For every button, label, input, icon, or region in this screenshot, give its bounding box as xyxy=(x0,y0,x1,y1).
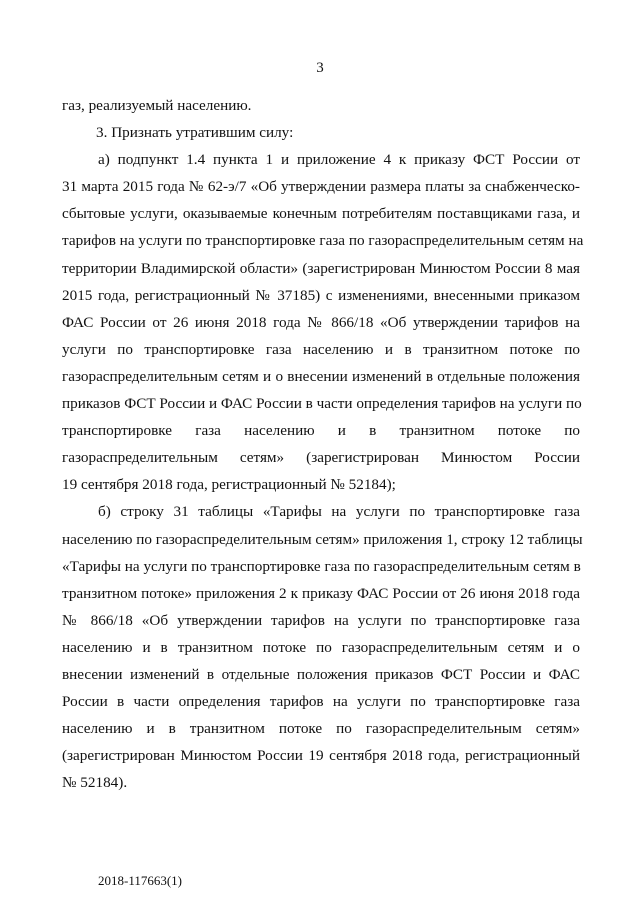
text-line: 2015 года, регистрационный № 37185) с изменениями, внесенными приказом xyxy=(62,286,580,304)
text-line: территории Владимирской области» (зарегистрирован Минюстом России 8 мая xyxy=(62,259,580,277)
text-line: ФАС России от 26 июня 2018 года № 866/18 «Об утверждении тарифов на xyxy=(62,313,580,331)
text-line: б) строку 31 таблицы «Тарифы на услуги по транспортировке газа xyxy=(98,503,580,521)
text-line: газ, реализуемый населению. xyxy=(62,97,252,114)
text-line: населению по газораспределительным сетям» приложения 1, строку 12 таблицы xyxy=(62,530,583,548)
text-line: приказов ФСТ России и ФАС России в части определения тарифов на услуги по xyxy=(62,395,582,413)
text-line: тарифов на услуги по транспортировке газа по газораспределительным сетям на xyxy=(62,232,584,250)
text-line: транзитном потоке» приложения 2 к приказу ФАС России от 26 июня 2018 года xyxy=(62,584,580,602)
text-line: № 52184). xyxy=(62,774,128,792)
text-line: сбытовые услуги, оказываемые конечным потребителям поставщиками газа, и xyxy=(62,205,580,223)
text-line: 19 сентября 2018 года, регистрационный № 52184); xyxy=(62,476,396,494)
text-line: а) подпункт 1.4 пункта 1 и приложение 4 к приказу ФСТ России от xyxy=(98,151,580,169)
text-line: населению и в транзитном потоке по газораспределительным сетям и о xyxy=(62,638,580,656)
text-line: 31 марта 2015 года № 62-э/7 «Об утверждении размера платы за снабженческо- xyxy=(62,178,580,196)
text-line: внесении изменений в отдельные положения приказов ФСТ России и ФАС xyxy=(62,665,580,683)
text-line: № 866/18 «Об утверждении тарифов на услуги по транспортировке газа xyxy=(62,611,580,629)
text-line: услуги по транспортировке газа населению и в транзитном потоке по xyxy=(62,340,580,358)
text-line: населению и в транзитном потоке по газораспределительным сетям» xyxy=(62,720,580,738)
text-line: транспортировке газа населению и в транзитном потоке по xyxy=(62,422,580,440)
text-line: газораспределительным сетям и о внесении изменений в отдельные положения xyxy=(62,367,580,385)
document-code: 2018-117663(1) xyxy=(98,873,183,888)
text-line: (зарегистрирован Минюстом России 19 сентября 2018 года, регистрационный xyxy=(62,747,580,765)
text-line: 3. Признать утратившим силу: xyxy=(96,124,294,142)
text-line: «Тарифы на услуги по транспортировке газа по газораспределительным сетям в xyxy=(62,557,581,575)
text-line: России в части определения тарифов на услуги по транспортировке газа xyxy=(62,693,580,711)
document-body xyxy=(62,92,584,796)
page-number: 3 xyxy=(316,60,324,76)
text-line: газораспределительным сетям» (зарегистрирован Минюстом России xyxy=(62,449,580,467)
